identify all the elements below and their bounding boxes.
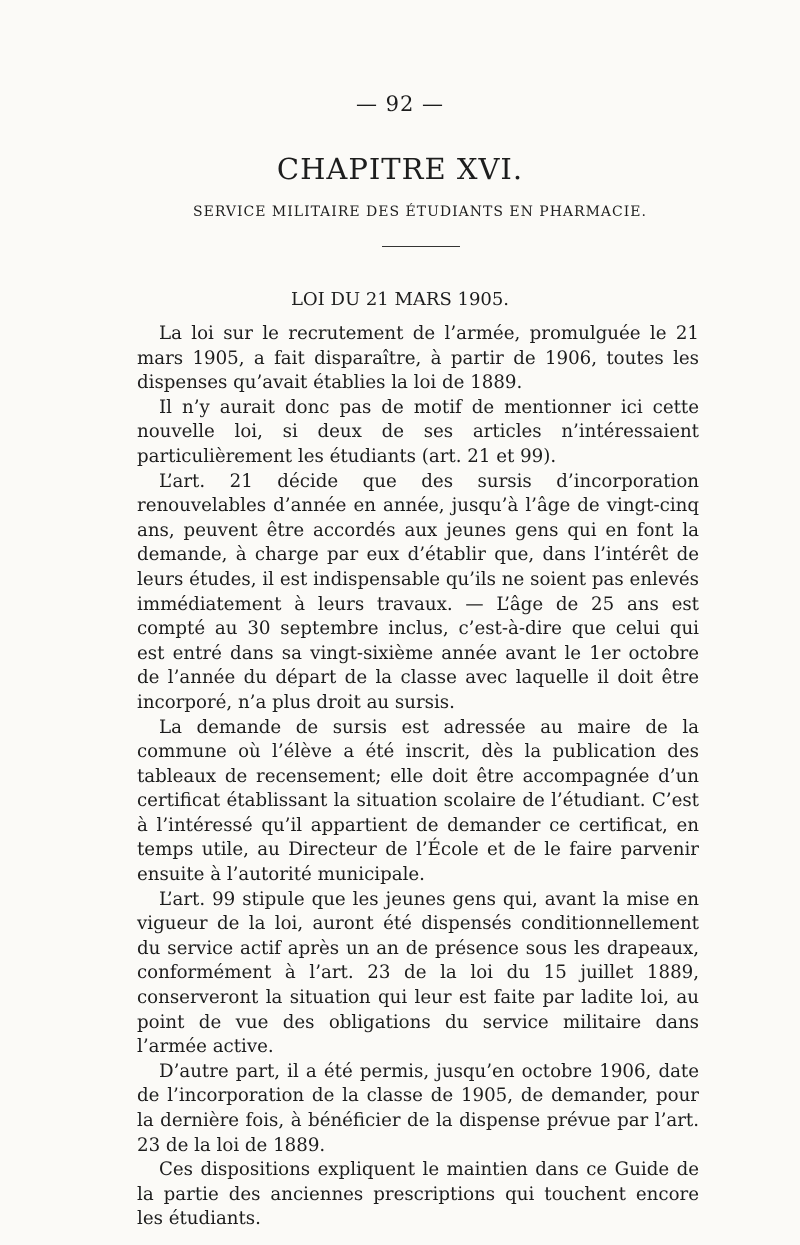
paragraph-4: La demande de sursis est adressée au maire de la commune où l’élève a été inscrit, dès la publication des tableaux de recensement; elle doit être accompagnée d’un certificat établissant la situation scolaire de l’étudiant. C’est à l’intéressé qu’il appartient de demander ce certificat, en temps utile, au Directeur de l’École et de le faire parvenir ensuite à l’autorité municipale. (137, 716, 699, 886)
paragraph-5: L’art. 99 stipule que les jeunes gens qui, avant la mise en vigueur de la loi, auront été dispensés conditionnellement du service actif après un an de présence sous les drapeaux, conformément à l’art. 23 de la loi du 15 juillet 1889, conserveront la situation qui leur est faite par ladite loi, au point de vue des obligations du service militaire dans l’armée active. (137, 888, 699, 1058)
paragraph-3: L’art. 21 décide que des sursis d’incorporation renouvelables d’année en année, jusqu’à l’âge de vingt-cinq ans, peuvent être accordés aux jeunes gens qui en font la demande, à charge par eux d’établir que, dans l’intérêt de leurs études, il est indispensable qu’ils ne soient pas enlevés immédiatement à leurs travaux. — L’âge de 25 ans est compté au 30 septembre inclus, c’est-à-dire que celui qui est entré dans sa vingt-sixième année avant le 1er octobre de l’année du départ de la classe avec laquelle il doit être incorporé, n’a plus droit au sursis. (137, 470, 699, 713)
document-body (137, 322, 699, 1232)
section-heading: LOI DU 21 MARS 1905. (290, 289, 510, 310)
chapter-subtitle: SERVICE MILITAIRE DES ÉTUDIANTS EN PHARMACIE. (193, 204, 647, 220)
paragraph-1: La loi sur le recrutement de l’armée, promulguée le 21 mars 1905, a fait disparaître, à partir de 1906, toutes les dispenses qu’avait établies la loi de 1889. (137, 323, 699, 394)
page-number: — 92 — (355, 92, 445, 116)
paragraph-2: Il n’y aurait donc pas de motif de mentionner ici cette nouvelle loi, si deux de ses articles n’intéressaient particulièrement les étudiants (art. 21 et 99). (137, 396, 699, 467)
chapter-title: CHAPITRE XVI. (276, 152, 524, 186)
section-divider (382, 246, 460, 247)
paragraph-6: D’autre part, il a été permis, jusqu’en octobre 1906, date de l’incorporation de la classe de 1905, de demander, pour la dernière fois, à bénéficier de la dispense prévue par l’art. 23 de la loi de 1889. (137, 1060, 699, 1156)
paragraph-7: Ces dispositions expliquent le maintien dans ce Guide de la partie des anciennes prescriptions qui touchent encore les étudiants. (137, 1159, 699, 1230)
